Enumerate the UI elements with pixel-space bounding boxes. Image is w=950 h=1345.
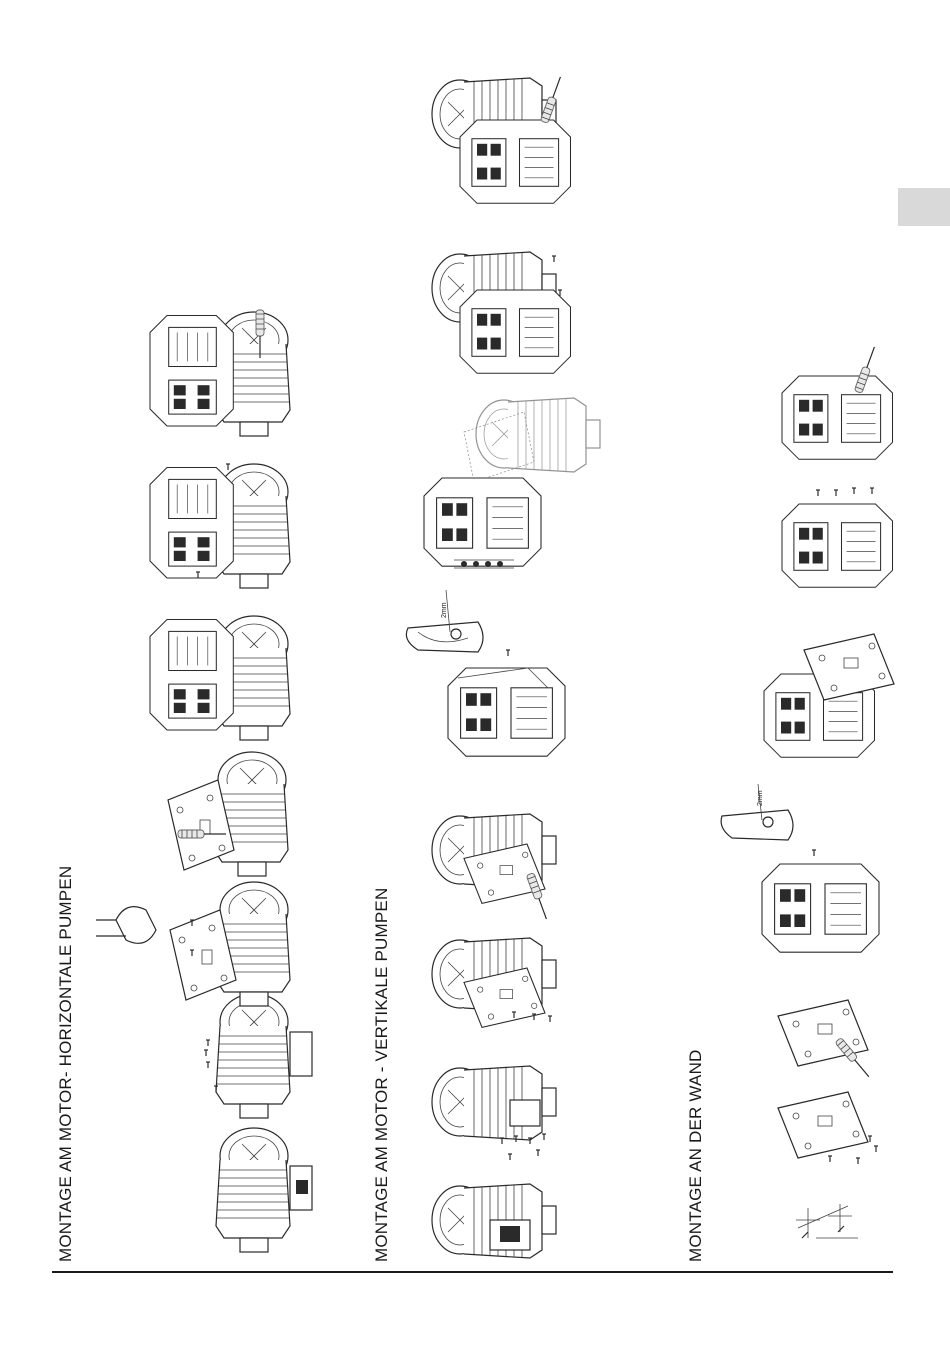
illustration-v-step-3 bbox=[430, 932, 560, 1032]
illustration-h-step-7 bbox=[146, 306, 306, 436]
illustration-v-step-1 bbox=[430, 1178, 560, 1258]
gap-label-vertical: 2mm bbox=[441, 602, 448, 618]
illustration-w-step-1 bbox=[778, 1092, 888, 1174]
illustration-v-step-8 bbox=[430, 72, 590, 212]
illustration-v-step-7 bbox=[430, 246, 590, 366]
section-title-horizontal: MONTAGE AM MOTOR- HORIZONTALE PUMPEN bbox=[56, 865, 75, 1262]
gap-label-wall: 2mm bbox=[757, 790, 764, 806]
illustration-w-step-5 bbox=[778, 486, 898, 596]
footer-rule bbox=[52, 1271, 893, 1273]
section-title-wall: MONTAGE AN DER WAND bbox=[686, 1049, 705, 1262]
illustration-h-step-1 bbox=[196, 1120, 306, 1260]
illustration-w-step-6 bbox=[778, 346, 898, 471]
illustration-v-step-4 bbox=[430, 808, 560, 923]
illustration-h-step-3 bbox=[96, 880, 306, 990]
illustration-h-step-4 bbox=[174, 748, 304, 868]
section-title-vertical: MONTAGE AM MOTOR - VERTIKALE PUMPEN bbox=[372, 887, 391, 1262]
illustration-h-step-6 bbox=[146, 460, 306, 585]
illustration-w-template bbox=[788, 1198, 868, 1248]
illustration-h-step-2 bbox=[196, 990, 306, 1115]
illustration-v-step-2 bbox=[430, 1060, 560, 1170]
illustration-v-step-6 bbox=[414, 392, 594, 572]
illustration-w-step-3 bbox=[718, 780, 898, 965]
illustration-w-step-2 bbox=[778, 1000, 888, 1080]
illustration-h-step-5 bbox=[146, 612, 306, 737]
illustration-v-step-5 bbox=[398, 588, 568, 768]
chapter-tab bbox=[898, 188, 950, 226]
illustration-w-step-4 bbox=[760, 630, 910, 770]
